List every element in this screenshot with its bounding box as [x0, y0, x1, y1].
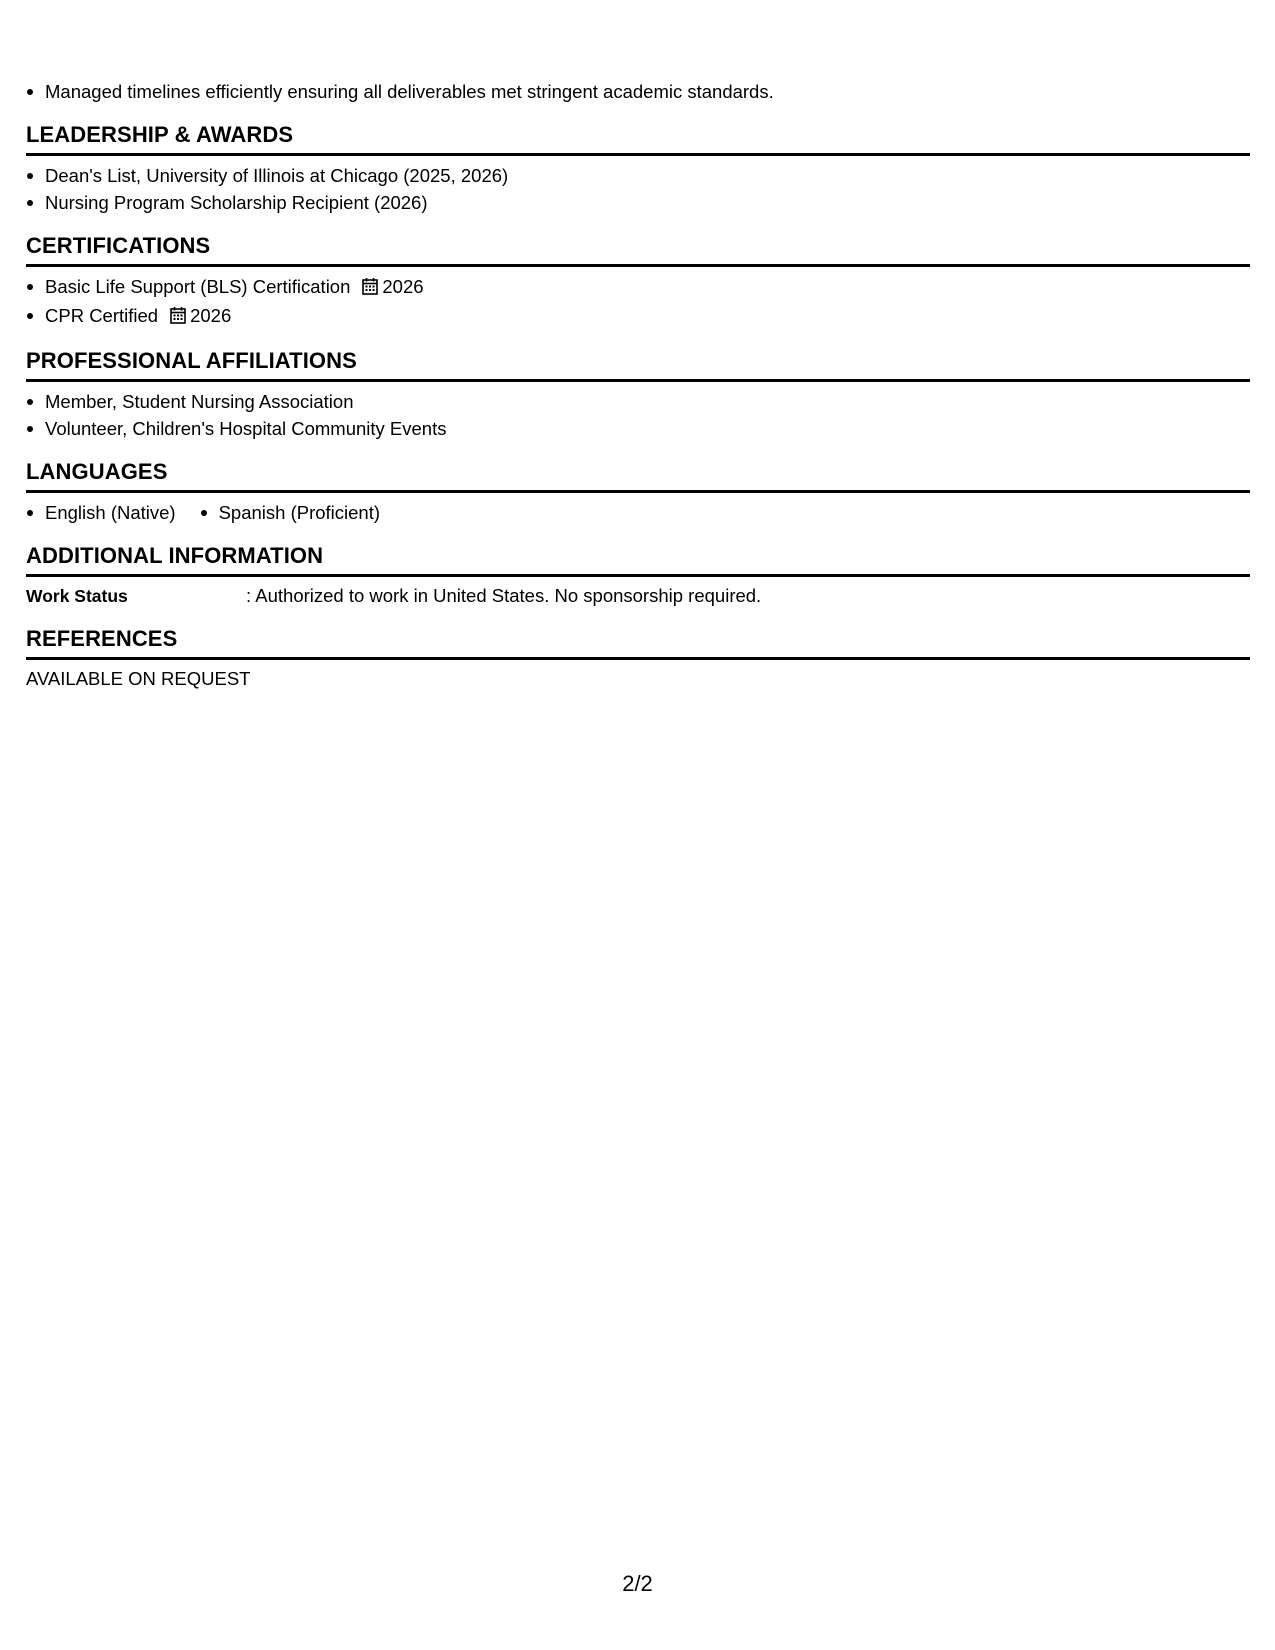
- section-additional-information: [26, 542, 1250, 609]
- certification-year: 2026: [190, 305, 232, 326]
- list-item: [26, 273, 1250, 302]
- section-divider: [26, 490, 1250, 493]
- section-references: [26, 625, 1250, 692]
- list-item: Member, Student Nursing Association: [26, 388, 1250, 415]
- calendar-icon: [170, 304, 186, 331]
- section-divider: [26, 657, 1250, 660]
- certification-name: Basic Life Support (BLS) Certification: [45, 276, 351, 297]
- certifications-list: [26, 273, 1250, 331]
- section-title: CERTIFICATIONS: [26, 233, 211, 258]
- certification-year: 2026: [382, 276, 424, 297]
- references-text: AVAILABLE ON REQUEST: [26, 668, 251, 689]
- list-item: Volunteer, Children's Hospital Community Events: [26, 415, 1250, 442]
- section-divider: [26, 153, 1250, 156]
- list-item: Dean's List, University of Illinois at Chicago (2025, 2026): [26, 162, 1250, 189]
- list-item: Spanish (Proficient): [200, 499, 380, 526]
- section-title: LANGUAGES: [26, 459, 168, 484]
- section-title: PROFESSIONAL AFFILIATIONS: [26, 348, 357, 373]
- section-divider: [26, 574, 1250, 577]
- list-item: Managed timelines efficiently ensuring all deliverables met stringent academic standards.: [26, 78, 1250, 105]
- section-leadership-awards: [26, 121, 1250, 216]
- languages-list: [26, 499, 1250, 526]
- page-number: 2/2: [622, 1571, 653, 1596]
- info-key: Work Status: [26, 586, 128, 606]
- resume-page: [26, 78, 1250, 692]
- section-professional-affiliations: [26, 347, 1250, 442]
- section-certifications: [26, 232, 1250, 331]
- section-title: ADDITIONAL INFORMATION: [26, 543, 324, 568]
- section-title: LEADERSHIP & AWARDS: [26, 122, 294, 147]
- calendar-icon: [362, 275, 378, 302]
- section-divider: [26, 379, 1250, 382]
- leadership-list: [26, 162, 1250, 216]
- certification-name: CPR Certified: [45, 305, 159, 326]
- list-item: Nursing Program Scholarship Recipient (2026): [26, 189, 1250, 216]
- info-row: [26, 583, 1250, 609]
- experience-continued-list: [26, 78, 1250, 105]
- affiliations-list: [26, 388, 1250, 442]
- section-languages: [26, 458, 1250, 526]
- section-divider: [26, 264, 1250, 267]
- section-title: REFERENCES: [26, 626, 178, 651]
- list-item: [26, 302, 1250, 331]
- info-value: : Authorized to work in United States. No sponsorship required.: [246, 585, 762, 606]
- list-item: English (Native): [26, 499, 176, 526]
